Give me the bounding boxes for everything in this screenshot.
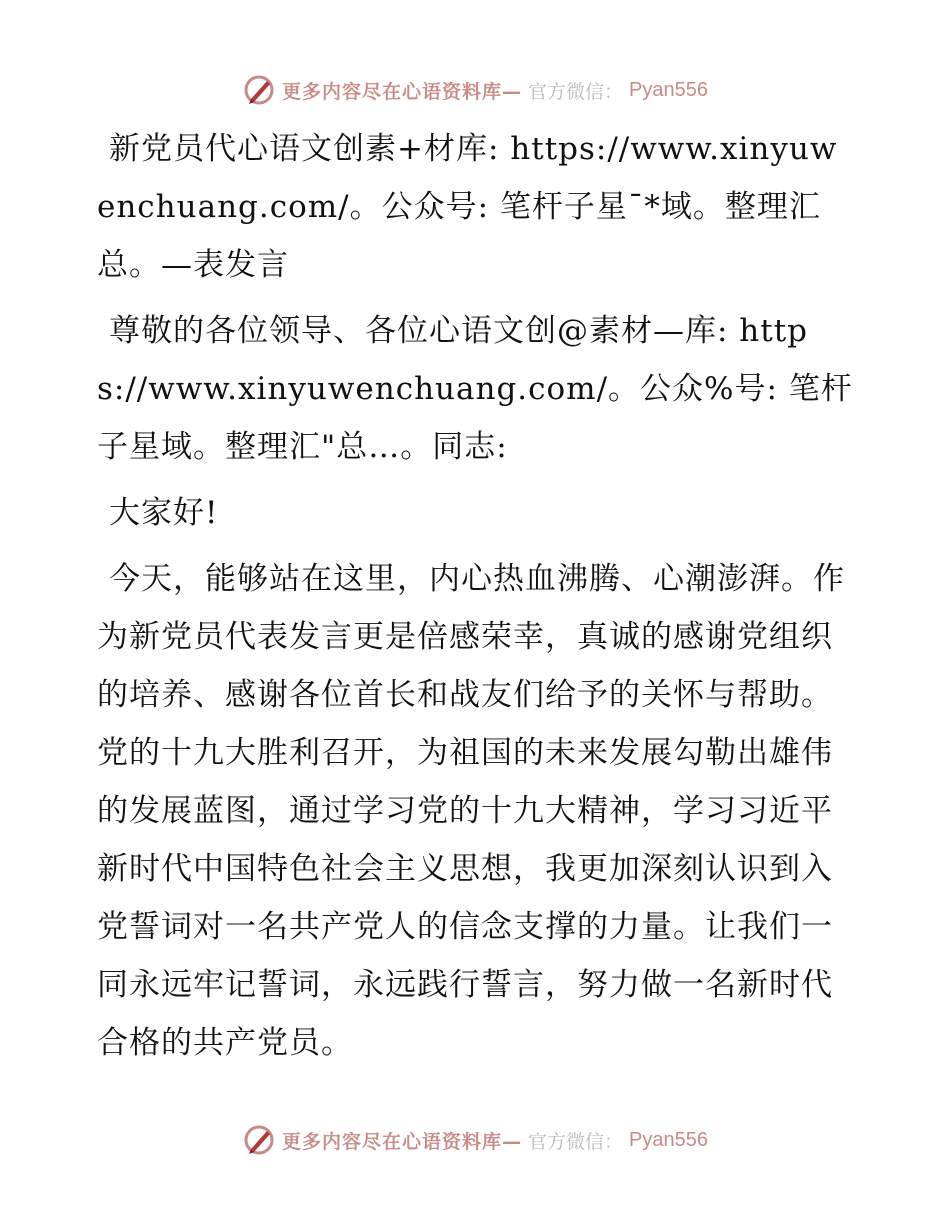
banner-text: 更多内容尽在心语资料库—: [282, 80, 523, 103]
pen-logo-icon: [242, 1123, 276, 1157]
paragraph-greeting: 大家好!: [109, 495, 219, 531]
wechat-label: 官方微信：: [528, 80, 624, 103]
paragraph-body: 今天，能够站在这里，内心热血沸腾、心潮澎湃。作为新党员代表发言更是倍感荣幸，真诚的感谢党组织的培养、感谢各位首长和战友们给予的关怀与帮助。党的十九大胜利召开，为祖国的未来发展勾勒出雄伟的发展蓝图，通过学习党的十九大精神，学习习近平新时代中国特色社会主义思想，我更加深刻认识到入党誓词对一名共产党人的信念支撑的力量。让我们一同永远牢记誓词，永远践行誓言，努力做一名新时代合格的共产党员。: [97, 561, 845, 1061]
header-banner: [0, 70, 950, 110]
wechat-id: Pyan556: [629, 1128, 708, 1151]
paragraph-salutation: 尊敬的各位领导、各位心语文创@素材—库: https://www.xinyuwenchuang.com/。公众%号: 笔杆子星域。整理汇"总…。同志:: [97, 313, 853, 465]
paragraph-title: 新党员代心语文创素+材库: https://www.xinyuwenchuang.com/。公众号: 笔杆子星¯*域。整理汇总。—表发言: [97, 131, 838, 283]
wechat-label: 官方微信：: [528, 1130, 624, 1153]
wechat-id: Pyan556: [629, 78, 708, 101]
banner-text: 更多内容尽在心语资料库—: [282, 1130, 523, 1153]
pen-logo-icon: [242, 73, 276, 107]
footer-banner: [0, 1120, 950, 1160]
document-body: [97, 120, 853, 1080]
